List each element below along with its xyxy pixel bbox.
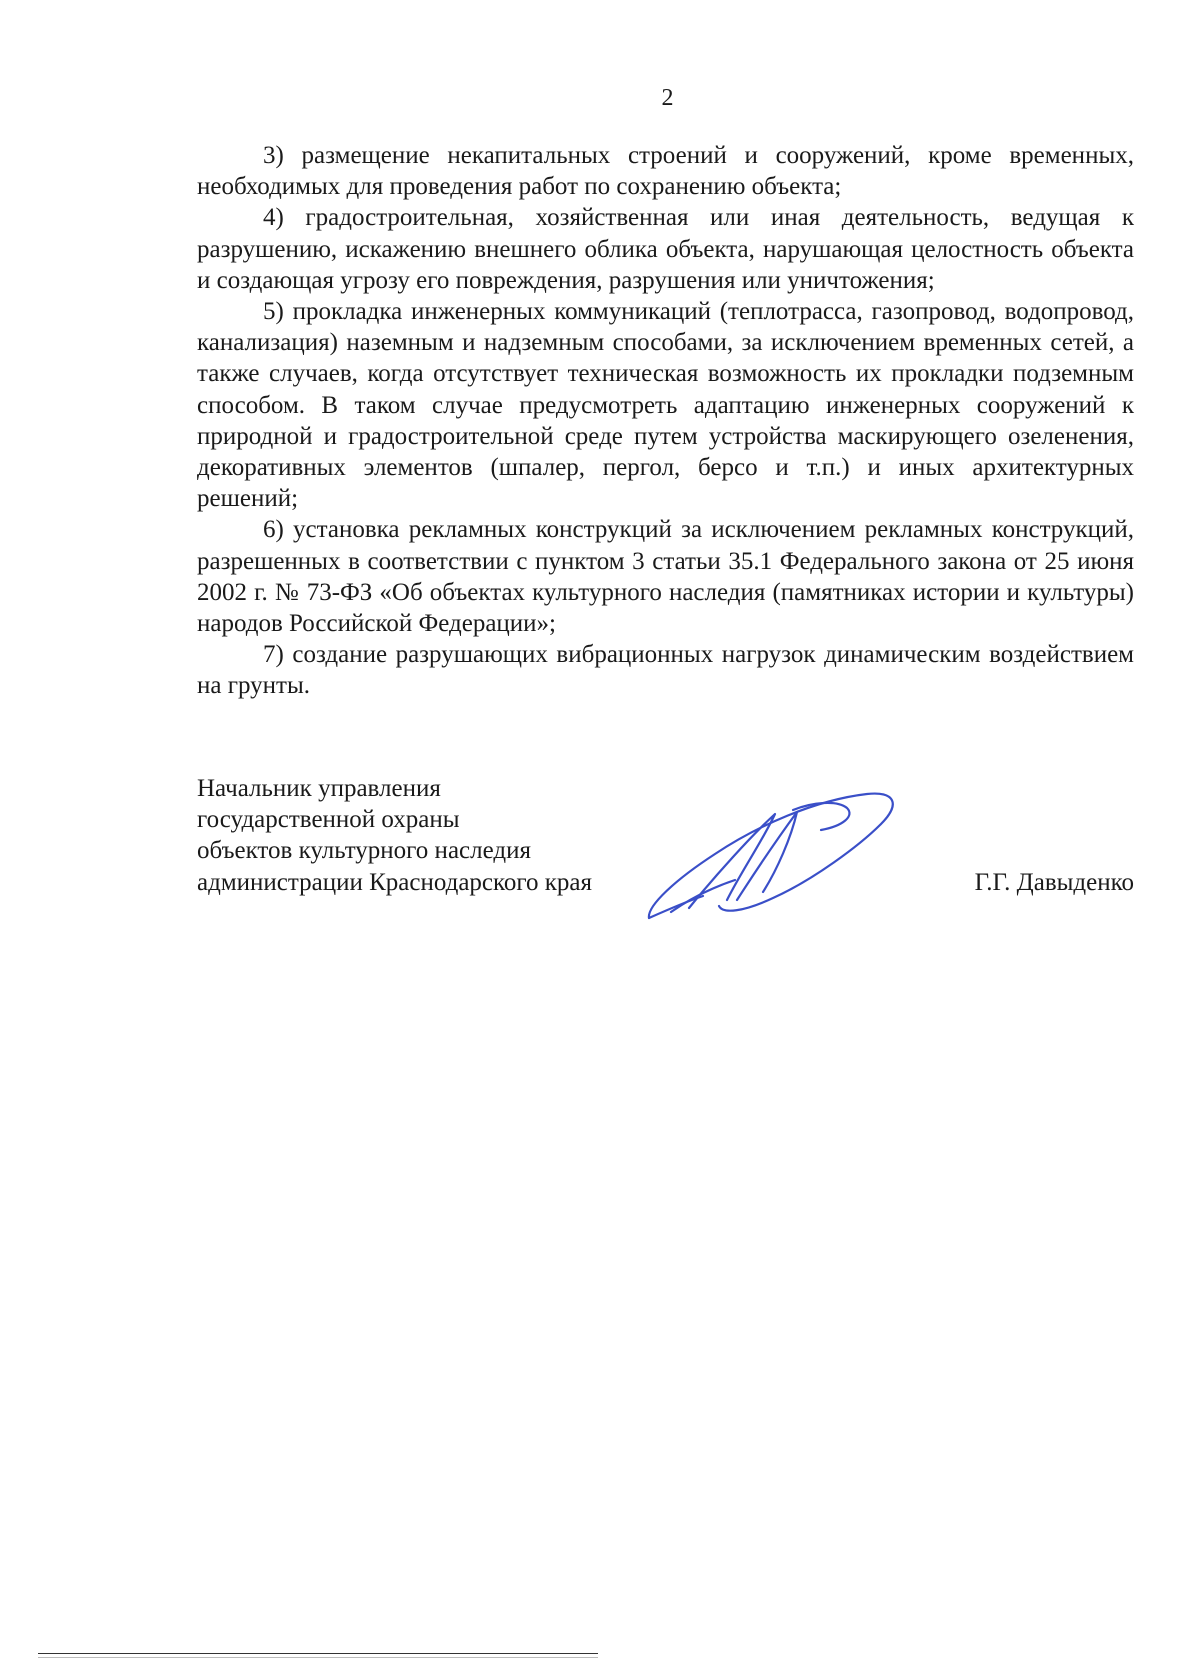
signatory-position	[197, 773, 592, 898]
handwritten-signature	[645, 788, 900, 923]
signatory-position-line: объектов культурного наследия	[197, 837, 531, 865]
signatory-name: Г.Г. Давыденко	[974, 868, 1134, 896]
list-item-7: 7) создание разрушающих вибрационных нагрузок динамическим воздействием на грунты.	[197, 641, 1134, 700]
bottom-rule	[38, 1653, 598, 1654]
signatory-position-line: администрации Краснодарского края	[197, 868, 593, 896]
list-item-3: 3) размещение некапитальных строений и сооружений, кроме временных, необходимых для проведения работ по сохранению объекта;	[197, 142, 1134, 201]
page-number: 2	[661, 85, 674, 111]
signature-stroke	[793, 803, 849, 830]
document-body	[197, 140, 1134, 702]
list-item-6: 6) установка рекламных конструкций за исключением рекламных конструкций, разрешенных в соответствии с пунктом 3 статьи 35.1 Федерального закона от 25 июня 2002 г. № 73-ФЗ «Об объектах культурного наследия (памятниках истории и культуры) народов Российской Федерации»;	[197, 516, 1134, 638]
signatory-position-line: Начальник управления	[197, 775, 441, 802]
list-item-5: 5) прокладка инженерных коммуникаций (теплотрасса, газопровод, водопровод, канализация) наземным и надземным способами, за исключением временных сетей, а также случаев, когда отсутствует техническая возможность их прокладки подземным способом. В таком случае предусмотреть адаптацию инженерных сооружений к природной и градостроительной среде путем устройства маскирующего озеленения, декоративных элементов (шпалер, пергол, берсо и т.п.) и иных архитектурных решений;	[197, 298, 1134, 513]
signatory-position-line: государственной охраны	[197, 806, 460, 834]
bottom-rule-shadow	[38, 1657, 598, 1658]
list-item-4: 4) градостроительная, хозяйственная или иная деятельность, ведущая к разрушению, искажению внешнего облика объекта, нарушающая целостность объекта и создающая угрозу его повреждения, разрушения или уничтожения;	[197, 204, 1134, 294]
signature-stroke	[649, 794, 893, 918]
